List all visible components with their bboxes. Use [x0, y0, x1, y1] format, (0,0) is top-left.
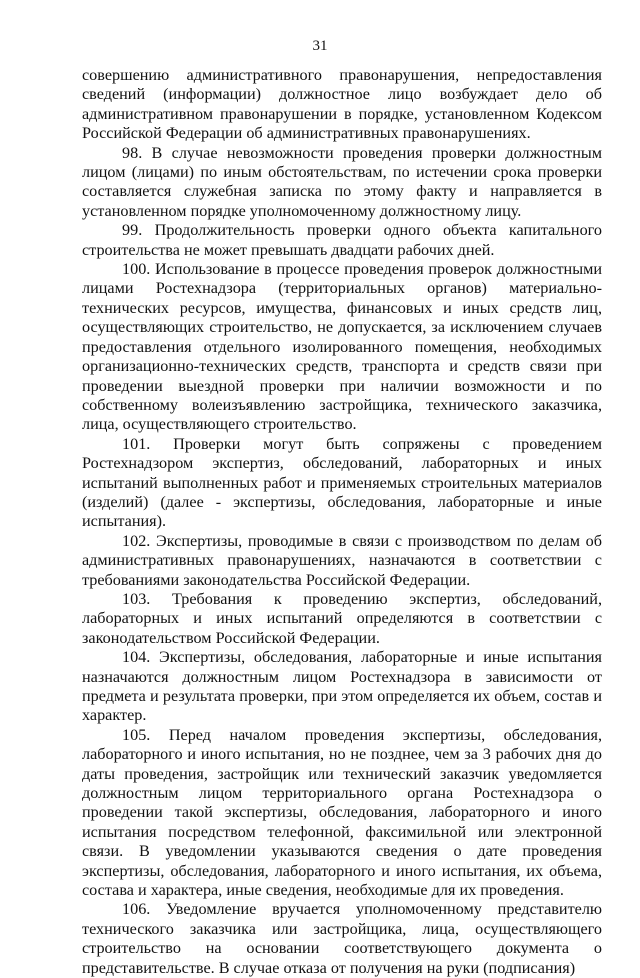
- page-number: 31: [312, 38, 328, 54]
- document-body: [82, 66, 602, 978]
- paragraph-102: 102. Экспертизы, проводимые в связи с производством по делам об административных правонарушениях, назначаются в соответствии с требованиями законодательства Российской Федерации.: [82, 531, 602, 589]
- paragraph-104: 104. Экспертизы, обследования, лабораторные и иные испытания назначаются должностным лицом Ростехнадзора в зависимости от предмета и результата проверки, при этом определяется их объем, состав и характер.: [82, 648, 602, 725]
- paragraph-continuation: совершению административного правонарушения, непредоставления сведений (информации) должностное лицо возбуждает дело об административном правонарушении в порядке, установленном Кодексом Российской Федерации об административных правонарушениях.: [82, 66, 602, 143]
- paragraph-100: 100. Использование в процессе проведения проверок должностными лицами Ростехнадзора (территориальных органов) материально-технических ресурсов, имущества, финансовых и иных средств лиц, осуществляющих строительство, не допускается, за исключением случаев предоставления отдельного изолированного помещения, необходимых организационно-технических средств, транспорта и средств связи при проведении выездной проверки при наличии возможности и по собственному волеизъявлению застройщика, технического заказчика, лица, осуществляющего строительство.: [82, 260, 602, 434]
- paragraph-99: 99. Продолжительность проверки одного объекта капитального строительства не может превышать двадцати рабочих дней.: [82, 221, 602, 259]
- paragraph-103: 103. Требования к проведению экспертиз, обследований, лабораторных и иных испытаний определяются в соответствии с законодательством Российской Федерации.: [82, 589, 602, 647]
- paragraph-105: 105. Перед началом проведения экспертизы, обследования, лабораторного и иного испытания, но не позднее, чем за 3 рабочих дня до даты проведения, застройщик или технический заказчик уведомляется должностным лицом территориального органа Ростехнадзора о проведении такой экспертизы, обследования, лабораторного и иного испытания посредством телефонной, факсимильной или электронной связи. В уведомлении указываются сведения о дате проведения экспертизы, обследования, лабораторного и иного испытания, их объема, состава и характера, иные сведения, необходимые для их проведения.: [82, 725, 602, 900]
- paragraph-106: 106. Уведомление вручается уполномоченному представителю технического заказчика или застройщика, лица, осуществляющего строительство на основании соответствующего документа о представительстве. В случае отказа от получения на руки (подписания): [82, 900, 602, 977]
- paragraph-98: 98. В случае невозможности проведения проверки должностным лицом (лицами) по иным обстоятельствам, по истечении срока проверки составляется служебная записка по этому факту и направляется в установленном порядке уполномоченному должностному лицу.: [82, 143, 602, 220]
- paragraph-101: 101. Проверки могут быть сопряжены с проведением Ростехнадзором экспертиз, обследований, лабораторных и иных испытаний выполненных работ и применяемых строительных материалов (изделий) (далее - экспертизы, обследования, лабораторные и иные испытания).: [82, 434, 602, 531]
